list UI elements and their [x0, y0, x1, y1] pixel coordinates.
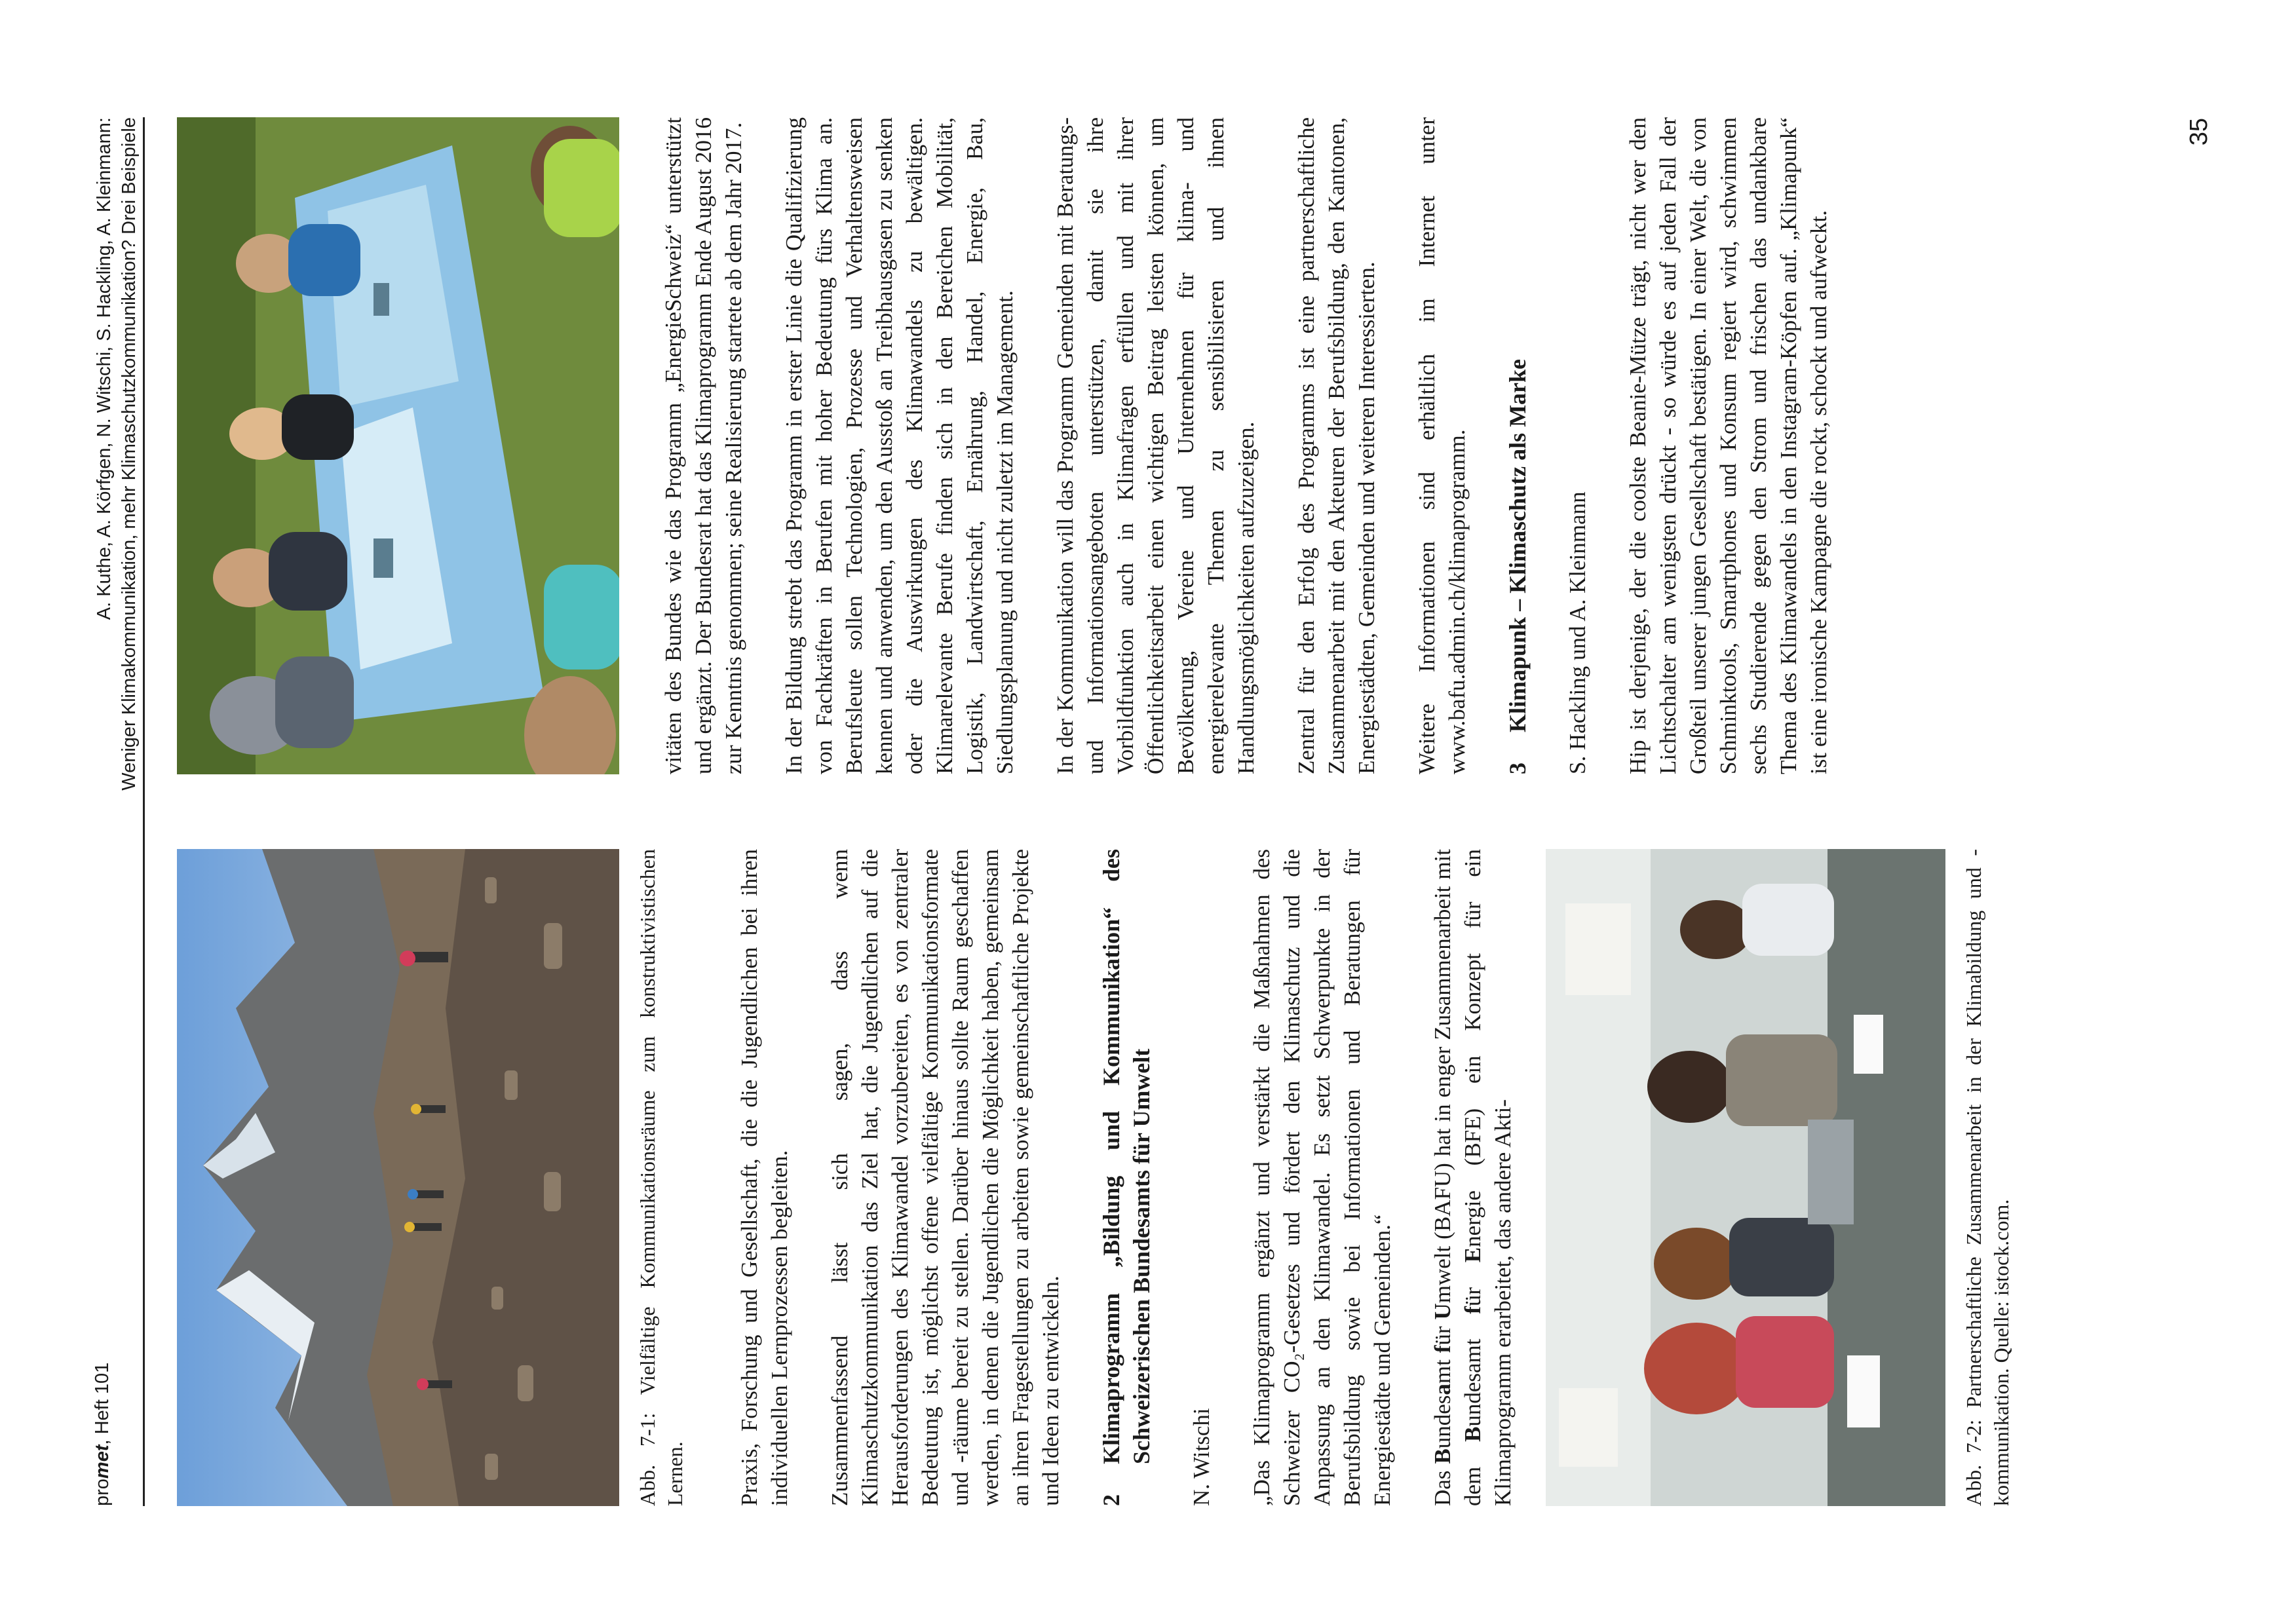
- bold-run: U: [1430, 1303, 1455, 1320]
- paragraph: Hip ist derjenige, der die coolste Beanie-Mütze trägt, nicht wer den Lichtschalter am wenigsten drückt - so würde es auf jeden Fall der Großteil unserer jungen Gesellschaft bestätigen. In einer Welt, die von Schminktools, Smartphones und Konsum regiert wird, schwimmen sechs Studierende gegen den Strom und frischen das undankbare Thema des Klimawandels in den Instagram-Köpfen auf. „Klimapunk“ ist eine ironische Kampagne die rockt, schockt und aufweckt.: [1625, 117, 1831, 774]
- paragraph: Zentral für den Erfolg des Programms ist eine partnerschaftliche Zusammenarbeit mit den Akteuren der Berufsbildung, den Kantonen, Energiestädten, Gemeinden und weiteren Interessierten.: [1293, 117, 1379, 774]
- title-line: Weniger Klimakommunikation, mehr Klimaschutzkommunikation? Drei Beispiele: [119, 117, 140, 791]
- figure-7-1-photo: [177, 849, 619, 1506]
- paragraph: In der Kommunikation will das Programm Gemeinden mit Beratungs- und Informationsangeboten unterstützen, damit sie ihre Vorbildfunktion auch in Klimafragen erfüllen und mit ihrer Öffentlichkeitsarbeit einen wichtigen Beitrag leisten können, um Bevölkerung, Vereine und Unternehmen für klima- und energierelevante Themen zu sensibilisieren und ihnen Handlungsmöglichkeiten aufzuzeigen.: [1052, 117, 1259, 774]
- page-number: 35: [2185, 118, 2213, 146]
- text-run: Das: [1430, 1463, 1455, 1506]
- section-author: N. Witschi: [1189, 1408, 1214, 1506]
- paragraph: Praxis, Forschung und Gesellschaft, die die Jugendlichen bei ihren individuellen Lernprozessen begleiten.: [737, 849, 792, 1506]
- section-number: 2: [1098, 1494, 1124, 1506]
- paragraph: „Das Klimaprogramm ergänzt und verstärkt die Maßnahmen des Schweizer CO₂-Gesetzes und fördert den Klimaschutz und die Anpassung an den Klimawandel. Es setzt Schwerpunkte in der Berufsbildung sowie bei Informationen und Beratungen für Energiestädte und Gemeinden.“: [1249, 849, 1395, 1506]
- bold-run: f: [1430, 1345, 1455, 1353]
- figure-7-1-caption: Abb. 7-1: Vielfältige Kommunikationsräume zum konstruktivistischen Lernen.: [636, 849, 687, 1506]
- article-reference: [92, 117, 142, 791]
- bold-run: B: [1430, 1448, 1455, 1464]
- left-column: [177, 849, 2015, 1506]
- section-2-heading: [1096, 849, 1157, 1506]
- section-3-heading: [1502, 117, 1533, 774]
- right-column: [177, 117, 1834, 774]
- section-author: S. Hackling und A. Kleinmann: [1565, 491, 1590, 774]
- paragraph-bafu: [1428, 849, 1518, 1506]
- text-run: ür: [1430, 1319, 1455, 1346]
- bold-run: f: [1460, 1306, 1485, 1314]
- text-run: ür: [1460, 1262, 1485, 1307]
- running-header: [92, 117, 144, 1506]
- text-run: undesamt: [1460, 1313, 1485, 1427]
- text-run: mt: [1430, 1353, 1455, 1384]
- text-run: nergie (BFE) ein Konzept für ein Klimaprogramm erarbeitet, das andere Akti-: [1460, 848, 1516, 1506]
- journal-reference: [92, 1363, 113, 1506]
- header-rule: [143, 117, 145, 1506]
- bold-run: B: [1460, 1426, 1485, 1442]
- figure-7-1b-photo: [177, 117, 619, 774]
- paragraph: vitäten des Bundes wie das Programm „EnergieSchweiz“ unterstützt und ergänzt. Der Bundesrat hat das Klimaprogramm Ende August 2016 zur Kenntnis genommen; seine Realisierung startete ab dem Jahr 2017.: [660, 117, 746, 774]
- bold-run: E: [1460, 1247, 1485, 1263]
- section-number: 3: [1504, 763, 1531, 774]
- bold-run: a: [1430, 1384, 1455, 1395]
- paragraph: Zusammenfassend lässt sich sagen, dass wenn Klimaschutzkommunikation das Ziel hat, die Jugendlichen auf die Herausforderungen des Klimawandel vorzubereiten, es von zentraler Bedeutung ist, möglichst offene vielfältige Kommunikationsformate und -räume bereit zu stellen. Darüber hinaus sollte Raum geschaffen werden, in denen die Jugendlichen die Möglichkeit haben, gemeinsam an ihren Fragestellungen zu arbeiten sowie gemeinschaftliche Projekte und Ideen zu entwickeln.: [827, 849, 1063, 1506]
- journal-prefix: pro: [92, 1479, 113, 1506]
- journal-brand: met: [92, 1445, 113, 1479]
- text-run: mwelt (BAFU) hat in enger Zusammenarbeit mit dem: [1430, 848, 1485, 1506]
- figure-7-2-caption: Abb. 7-2: Partnerschaftliche Zusammenarbeit in der Klimabildung und -kommunikation. Quelle: istock.com.: [1962, 849, 2013, 1506]
- mountain-landscape-image: [177, 849, 619, 1506]
- text-run: undes: [1430, 1395, 1455, 1449]
- students-map-image: [177, 117, 619, 774]
- section-title: Klimapunk – Klimaschutz als Marke: [1504, 358, 1531, 732]
- section-title: Klimaprogramm „Bildung und Kommunikation“ des Schweizerischen Bundesamts für Umwelt: [1098, 849, 1155, 1464]
- authors-line: A. Kuthe, A. Körfgen, N. Witschi, S. Hackling, A. Kleinmann:: [94, 117, 115, 620]
- paragraph-link: Weitere Informationen sind erhältlich im Internet unter www.bafu.admin.ch/klimaprogramm.: [1414, 117, 1470, 774]
- figure-7-2-photo: [1546, 849, 1945, 1506]
- journal-issue: , Heft 101: [92, 1362, 113, 1445]
- office-collaboration-image: [1546, 849, 1945, 1506]
- paragraph: In der Bildung strebt das Programm in erster Linie die Qualifizierung von Fachkräften in Berufen mit hoher Bedeutung fürs Klima an. Berufsleute sollen Technologien, Prozesse und Verhaltensweisen kennen und anwenden, um den Ausstoß an Treibhausgasen zu senken oder die Auswirkungen des Klimawandels zu bewältigen. Klimarelevante Berufe finden sich in den Bereichen Mobilität, Logistik, Landwirtschaft, Ernährung, Handel, Energie, Bau, Siedlungsplanung und nicht zuletzt im Management.: [781, 117, 1018, 774]
